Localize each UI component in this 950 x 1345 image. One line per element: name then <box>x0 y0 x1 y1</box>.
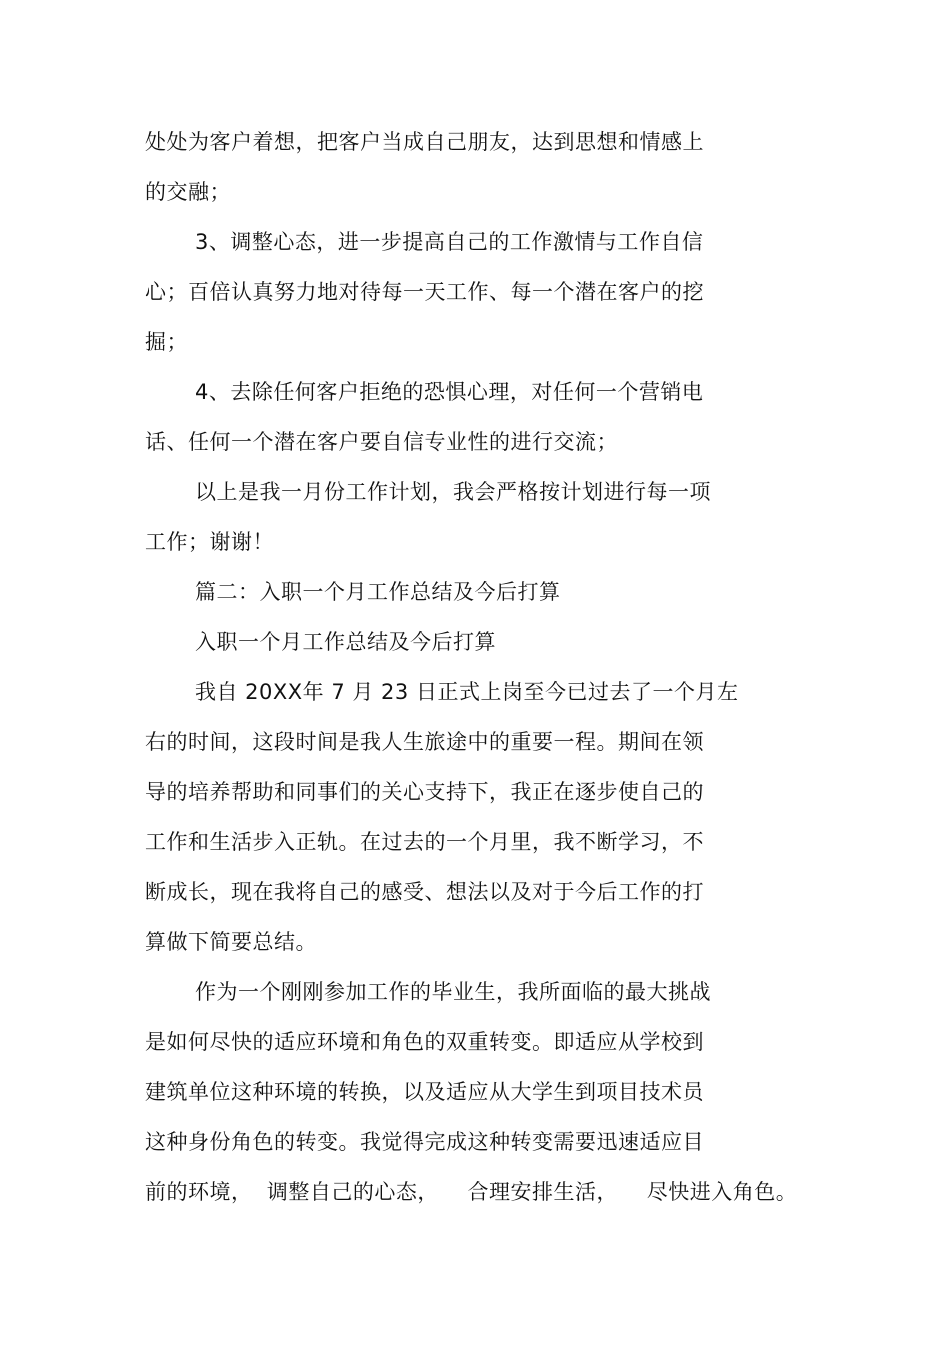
text-line-15: 工作和生活步入正轨。在过去的一个月里，我不断学习，不 <box>145 830 704 854</box>
text-line-4: 心；百倍认真努力地对待每一天工作、每一个潜在客户的挖 <box>145 280 704 304</box>
text-line-3: 3、调整心态，进一步提高自己的工作激情与工作自信 <box>195 230 704 254</box>
section-heading: 篇二：入职一个月工作总结及今后打算 <box>195 580 561 604</box>
text-line-1: 处处为客户着想，把客户当成自己朋友，达到思想和情感上 <box>145 130 704 154</box>
text-line-6: 4、去除任何客户拒绝的恐惧心理，对任何一个营销电 <box>195 380 704 404</box>
text-line-22: 前的环境， 调整自己的心态， 合理安排生活， 尽快进入角色。 <box>145 1180 798 1204</box>
text-line-17: 算做下简要总结。 <box>145 930 317 954</box>
text-line-12: 我自 20XX年 7 月 23 日正式上岗至今已过去了一个月左 <box>195 680 739 704</box>
text-line-16: 断成长，现在我将自己的感受、想法以及对于今后工作的打 <box>145 880 704 904</box>
text-line-19: 是如何尽快的适应环境和角色的双重转变。即适应从学校到 <box>145 1030 704 1054</box>
text-line-14: 导的培养帮助和同事们的关心支持下，我正在逐步使自己的 <box>145 780 704 804</box>
text-line-13: 右的时间，这段时间是我人生旅途中的重要一程。期间在领 <box>145 730 704 754</box>
section-subheading: 入职一个月工作总结及今后打算 <box>195 630 496 654</box>
text-line-7: 话、任何一个潜在客户要自信专业性的进行交流； <box>145 430 618 454</box>
text-line-9: 工作；谢谢！ <box>145 530 274 554</box>
text-line-8: 以上是我一月份工作计划，我会严格按计划进行每一项 <box>195 480 711 504</box>
text-line-21: 这种身份角色的转变。我觉得完成这种转变需要迅速适应目 <box>145 1130 704 1154</box>
text-line-20: 建筑单位这种环境的转换，以及适应从大学生到项目技术员 <box>145 1080 704 1104</box>
text-line-5: 掘； <box>145 330 188 354</box>
text-line-2: 的交融； <box>145 180 231 204</box>
text-line-18: 作为一个刚刚参加工作的毕业生，我所面临的最大挑战 <box>195 980 711 1004</box>
